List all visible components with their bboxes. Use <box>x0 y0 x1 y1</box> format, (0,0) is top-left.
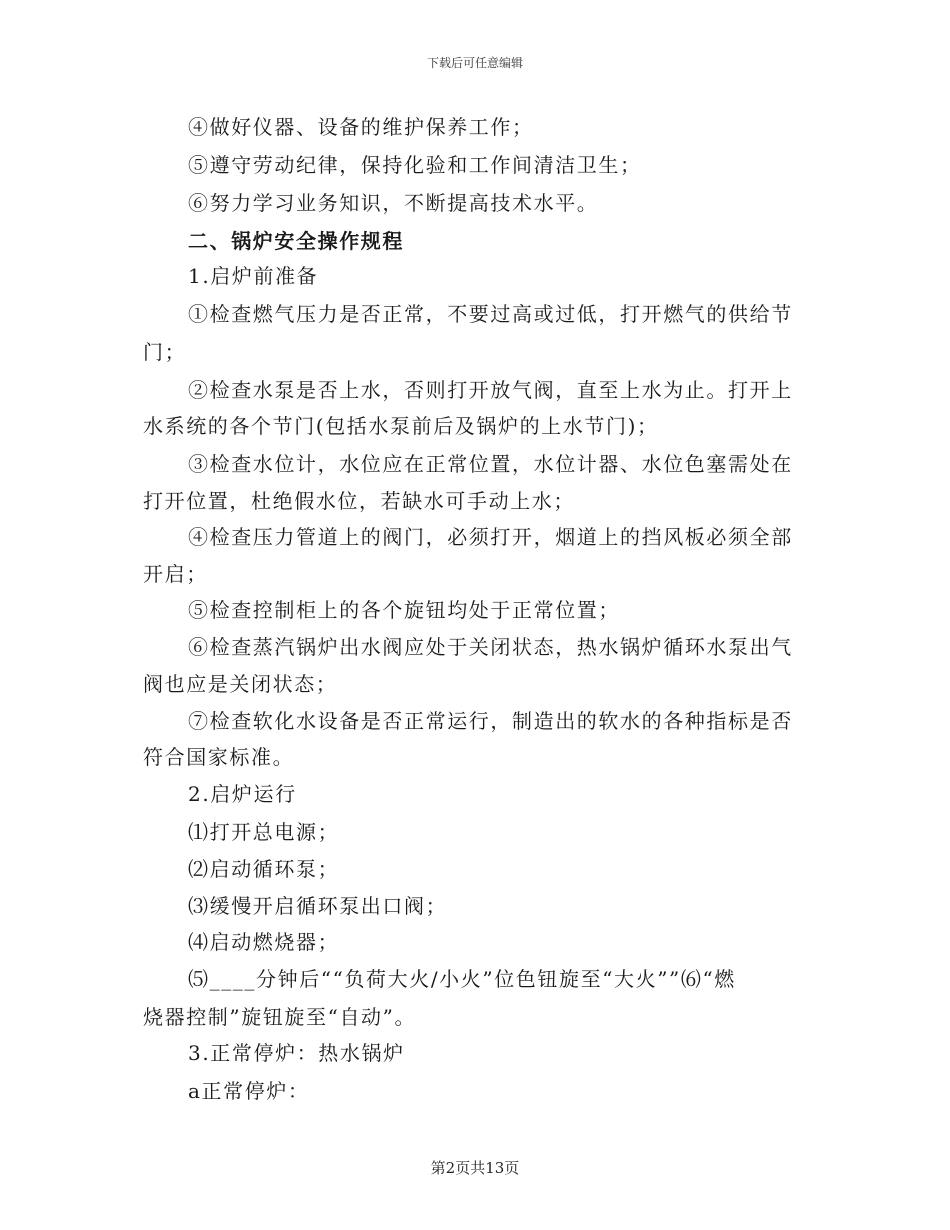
section-heading: 二、锅炉安全操作规程 <box>188 229 404 253</box>
duty-item-6: ⑥努力学习业务知识，不断提高技术水平。 <box>188 191 599 215</box>
run-step-1: ⑴打开总电源； <box>188 820 340 844</box>
page-header: 下载后可任意编辑 <box>426 56 523 70</box>
duty-item-4: ④做好仪器、设备的维护保养工作； <box>188 115 534 139</box>
prep-item-7: ⑦检查软化水设备是否正常运行，制造出的软水的各种指标是否 <box>188 709 793 733</box>
stop-step-a: a正常停炉： <box>188 1079 310 1103</box>
subsection-heading-1: 1.启炉前准备 <box>188 264 319 288</box>
prep-item-2-cont: 水系统的各个节门(包括水泵前后及锅炉的上水节门)； <box>143 414 659 438</box>
run-step-3: ⑶缓慢开启循环泵出口阀； <box>188 894 448 918</box>
duty-item-5: ⑤遵守劳动纪律，保持化验和工作间清洁卫生； <box>188 153 642 177</box>
prep-item-1-cont: 门； <box>143 340 187 364</box>
prep-item-4: ④检查压力管道上的阀门，必须打开，烟道上的挡风板必须全部 <box>188 525 793 549</box>
prep-item-7-cont: 符合国家标准。 <box>143 745 295 769</box>
run-step-5: ⑸____分钟后““负荷大火/小火”位色钮旋至“大火””⑹“燃 <box>188 967 736 991</box>
prep-item-1: ①检查燃气压力是否正常，不要过高或过低，打开燃气的供给节 <box>188 302 793 326</box>
run-step-5-cont: 烧器控制”旋钮旋至“自动”。 <box>143 1005 417 1029</box>
prep-item-6: ⑥检查蒸汽锅炉出水阀应处于关闭状态，热水锅炉循环水泵出气 <box>188 635 793 659</box>
prep-item-6-cont: 阀也应是关闭状态； <box>143 672 338 696</box>
run-step-2: ⑵启动循环泵； <box>188 857 340 881</box>
subsection-heading-2: 2.启炉运行 <box>188 782 297 806</box>
subsection-heading-3: 3.正常停炉：热水锅炉 <box>188 1041 405 1065</box>
prep-item-5: ⑤检查控制柜上的各个旋钮均处于正常位置； <box>188 598 620 622</box>
prep-item-3-cont: 打开位置，杜绝假水位，若缺水可手动上水； <box>143 489 575 513</box>
run-step-4: ⑷启动燃烧器； <box>188 930 340 954</box>
prep-item-3: ③检查水位计，水位应在正常位置，水位计器、水位色塞需处在 <box>188 452 793 476</box>
prep-item-4-cont: 开启； <box>143 562 208 586</box>
prep-item-2: ②检查水泵是否上水，否则打开放气阀，直至上水为止。打开上 <box>188 378 793 402</box>
page-footer: 第2页共13页 <box>430 1159 520 1177</box>
